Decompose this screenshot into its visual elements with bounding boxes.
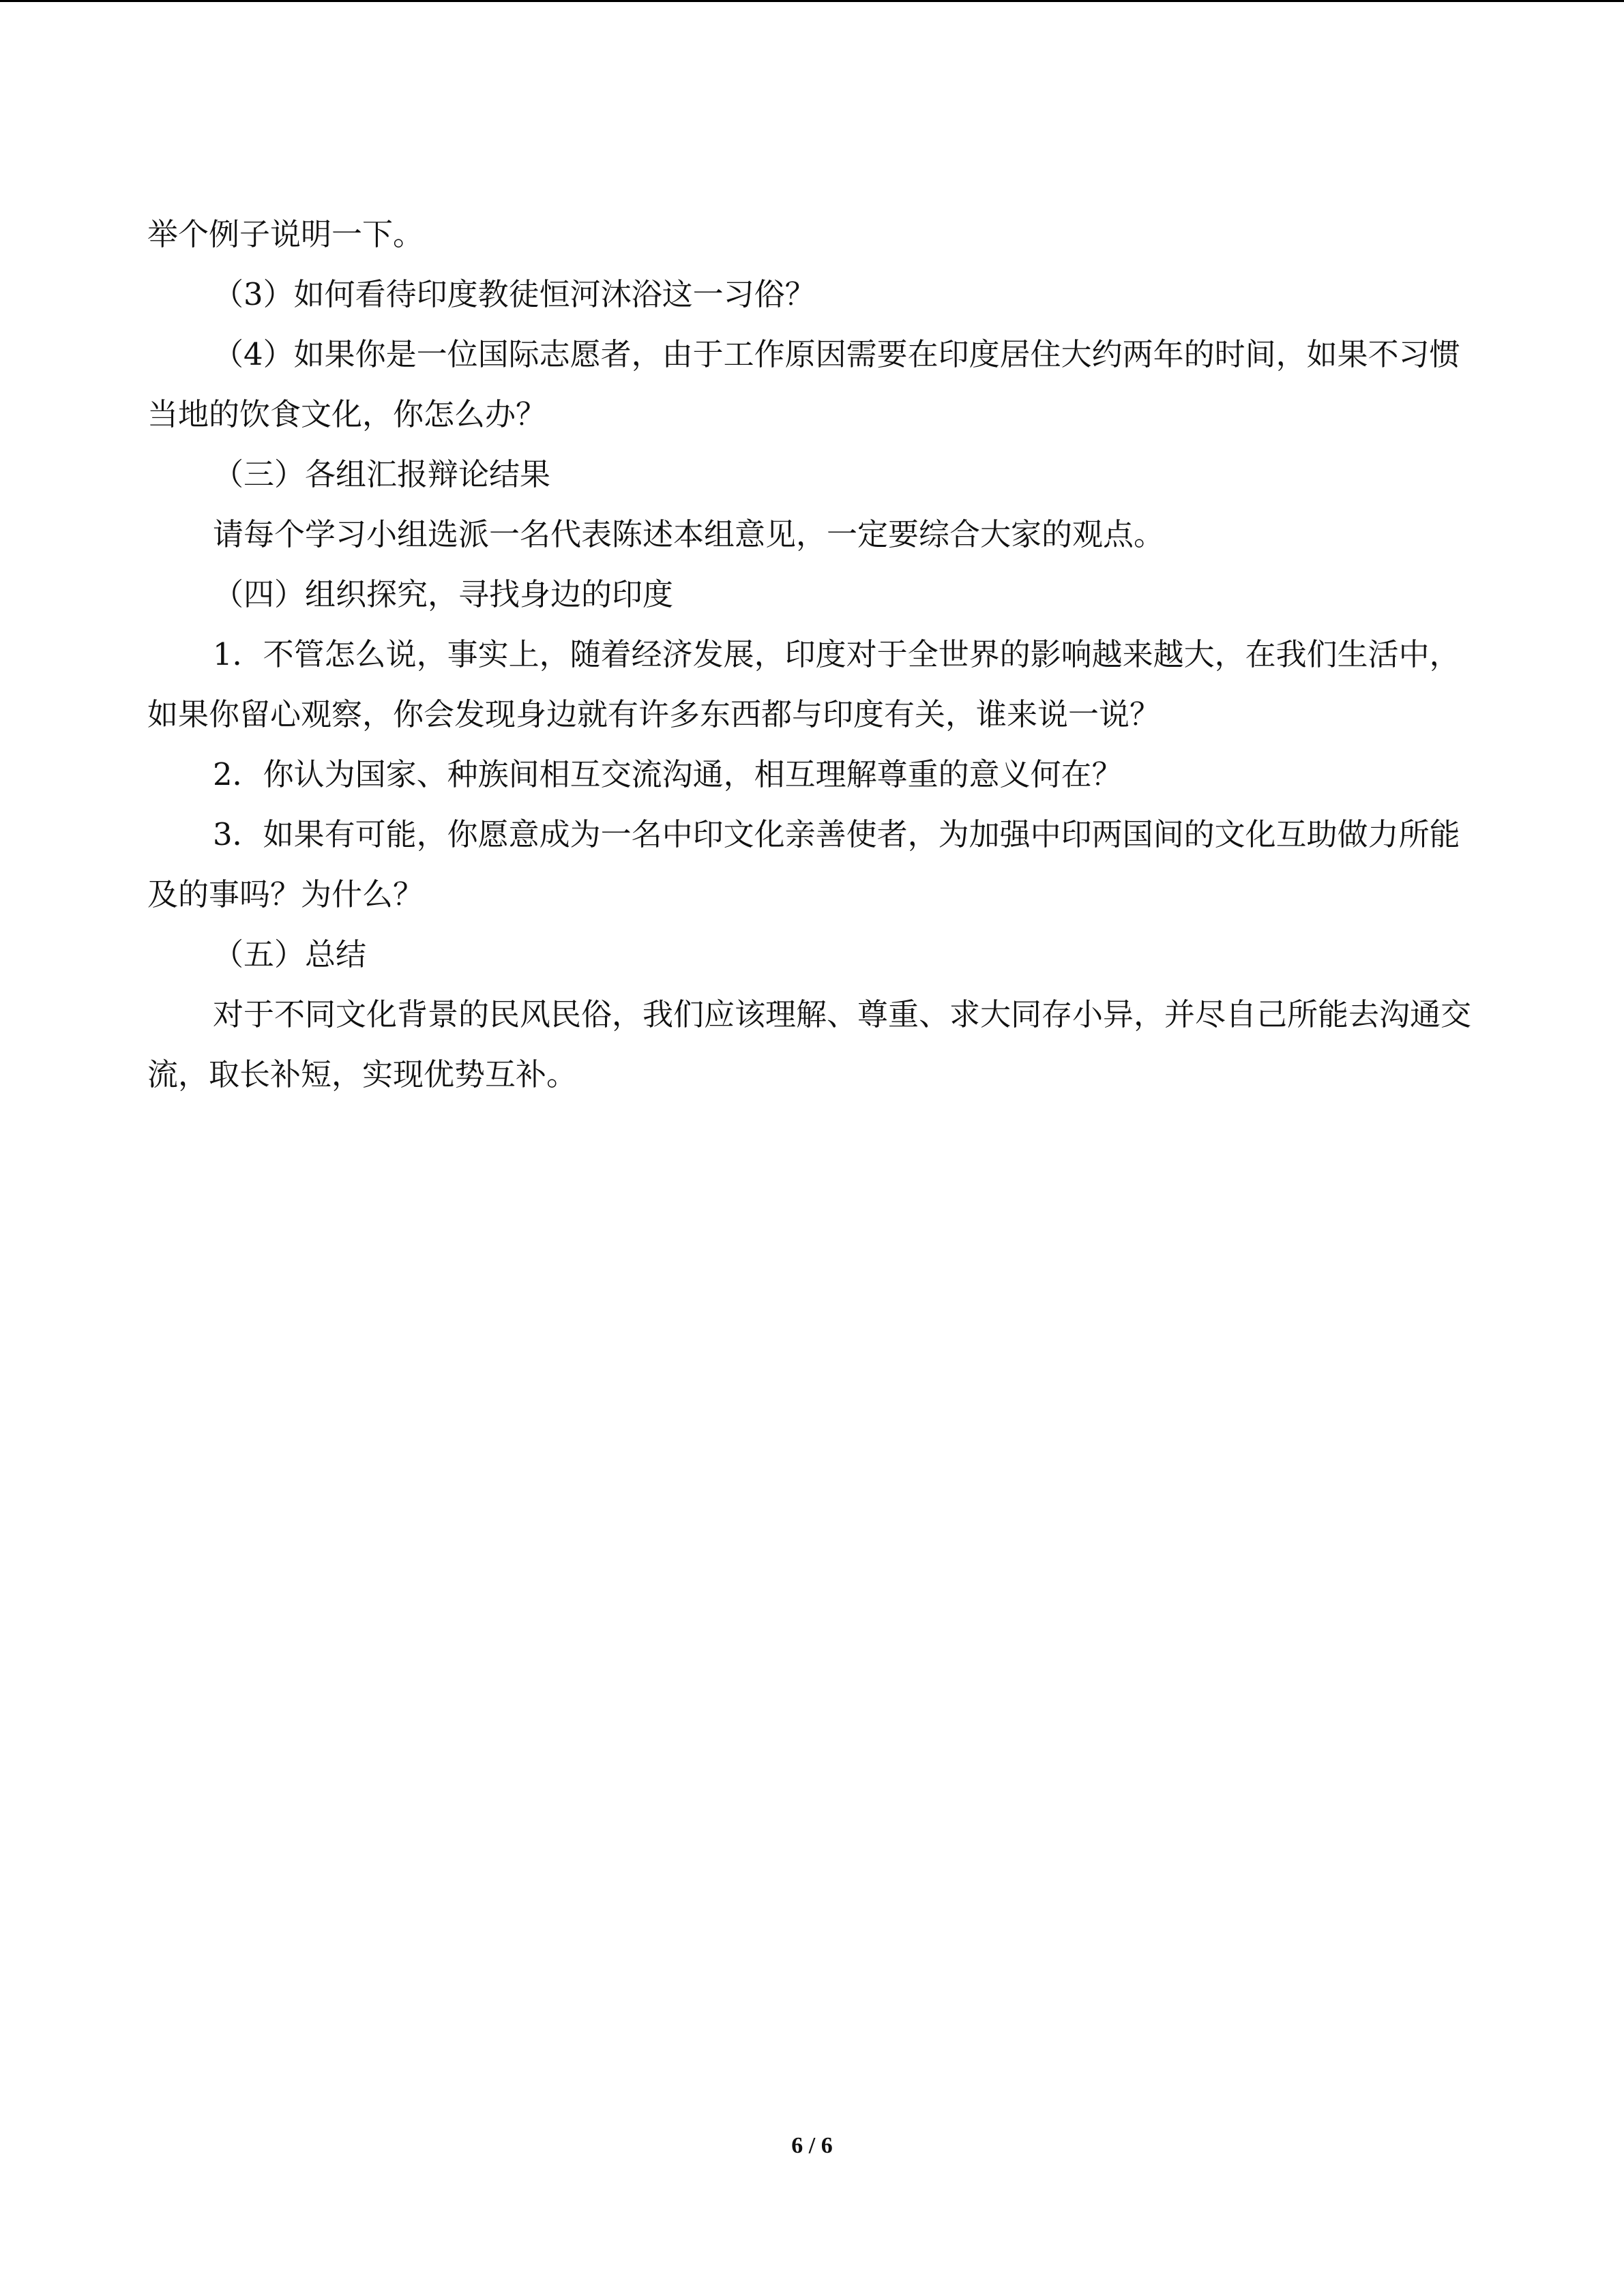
question-3: （3）如何看待印度教徒恒河沐浴这一习俗？ bbox=[213, 276, 816, 312]
paragraph-continuation: 举个例子说明一下。 bbox=[147, 216, 424, 252]
section-heading-4: （四）组织探究，寻找身边的印度 bbox=[213, 576, 674, 612]
page-number: 6 / 6 bbox=[791, 2133, 833, 2158]
top-border-line bbox=[0, 0, 1624, 2]
document-body bbox=[147, 205, 1476, 1105]
item-3: 3．如果有可能，你愿意成为一名中印文化亲善使者，为加强中印两国间的文化互助做力所能及的事吗？为什么？ bbox=[147, 816, 1460, 912]
section-3-body: 请每个学习小组选派一名代表陈述本组意见，一定要综合大家的观点。 bbox=[213, 516, 1165, 552]
item-2: 2．你认为国家、种族间相互交流沟通，相互理解尊重的意义何在？ bbox=[213, 756, 1123, 792]
summary-body: 对于不同文化背景的民风民俗，我们应该理解、尊重、求大同存小异，并尽自己所能去沟通交流，取长补短，实现优势互补。 bbox=[147, 996, 1472, 1092]
section-heading-3: （三）各组汇报辩论结果 bbox=[213, 456, 551, 492]
section-heading-5: （五）总结 bbox=[213, 936, 367, 972]
question-4: （4）如果你是一位国际志愿者，由于工作原因需要在印度居住大约两年的时间，如果不习惯当地的饮食文化，你怎么办？ bbox=[147, 336, 1460, 432]
item-1: 1．不管怎么说，事实上，随着经济发展，印度对于全世界的影响越来越大，在我们生活中，如果你留心观察，你会发现身边就有许多东西都与印度有关，谁来说一说？ bbox=[147, 636, 1460, 732]
